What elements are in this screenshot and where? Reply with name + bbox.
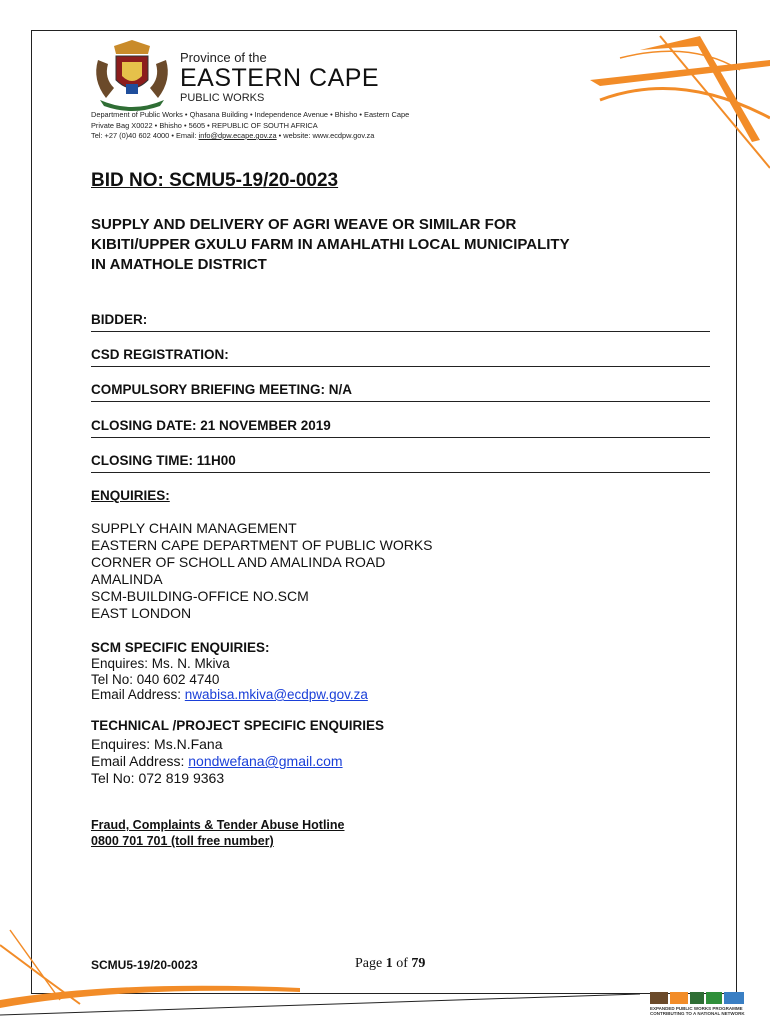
info-email-link[interactable]: info@dpw.ecape.gov.za [198,131,277,140]
province-line: Province of the [180,50,267,65]
technical-enquiries-heading: TECHNICAL /PROJECT SPECIFIC ENQUIRIES [91,718,385,733]
epwp-caption: EXPANDED PUBLIC WORKS PROGRAMME CONTRIBUTING TO A NATIONAL NETWORK [650,1006,745,1016]
scm-enquiries-details [91,656,368,703]
hotline-title: Fraud, Complaints & Tender Abuse Hotline [91,818,345,832]
address-line: EASTERN CAPE DEPARTMENT OF PUBLIC WORKS [91,537,433,553]
contact-email-line: Email Address: nwabisa.mkiva@ecdpw.gov.za [91,687,368,702]
scm-email-link[interactable]: nwabisa.mkiva@ecdpw.gov.za [184,687,368,702]
address-line: SCM-BUILDING-OFFICE NO.SCM [91,588,309,604]
address-line: CORNER OF SCHOLL AND AMALINDA ROAD [91,554,386,570]
hotline-number: 0800 701 701 (toll free number) [91,834,274,848]
province-name: EASTERN CAPE [180,64,380,92]
contact-line: Tel: +27 (0)40 602 4000 • Email: info@dpw.ecape.gov.za • website: www.ecdpw.gov.za [91,131,375,140]
address-line: Department of Public Works • Qhasana Building • Independence Avenue • Bhisho • Eastern Cape [91,110,410,119]
fraud-hotline [91,817,345,849]
enquiries-address [91,520,433,622]
bidder-field: BIDDER: [91,312,710,332]
department-address [91,110,409,142]
bid-number: BID NO: SCMU5-19/20-0023 [91,170,339,191]
contact-email-line: Email Address: nondwefana@gmail.com [91,753,343,769]
contact-tel: Tel No: 040 602 4740 [91,671,220,687]
page-number: Page 1 of 79 [355,956,426,971]
organisation-name [180,51,379,104]
address-line: SUPPLY CHAIN MANAGEMENT [91,520,297,536]
coat-of-arms-logo [86,40,178,112]
contact-person: Enquires: Ms. N. Mkiva [91,656,230,671]
address-line: AMALINDA [91,571,163,587]
enquiries-heading: ENQUIRIES: [91,488,170,503]
contact-person: Enquires: Ms.N.Fana [91,736,223,752]
technical-enquiries-details [91,736,343,787]
contact-tel: Tel No: 072 819 9363 [91,770,225,786]
bid-title: SUPPLY AND DELIVERY OF AGRI WEAVE OR SIMILAR FOR KIBITI/UPPER GXULU FARM IN AMAHLATHI LOCAL MUNICIPALITY IN AMATHOLE DISTRICT [91,216,570,273]
footer-reference: SCMU5-19/20-0023 [91,958,198,972]
epwp-logo [648,988,748,1022]
scm-enquiries-heading: SCM SPECIFIC ENQUIRIES: [91,640,270,655]
briefing-meeting-field: COMPULSORY BRIEFING MEETING: N/A [91,382,710,402]
address-line: EAST LONDON [91,605,192,621]
closing-date-field: CLOSING DATE: 21 NOVEMBER 2019 [91,418,710,438]
closing-time-field: CLOSING TIME: 11H00 [91,453,710,473]
department-name: PUBLIC WORKS [180,92,265,104]
csd-registration-field: CSD REGISTRATION: [91,347,710,367]
address-line: Private Bag X0022 • Bhisho • 5605 • REPUBLIC OF SOUTH AFRICA [91,120,318,130]
technical-email-link[interactable]: nondwefana@gmail.com [188,753,343,769]
